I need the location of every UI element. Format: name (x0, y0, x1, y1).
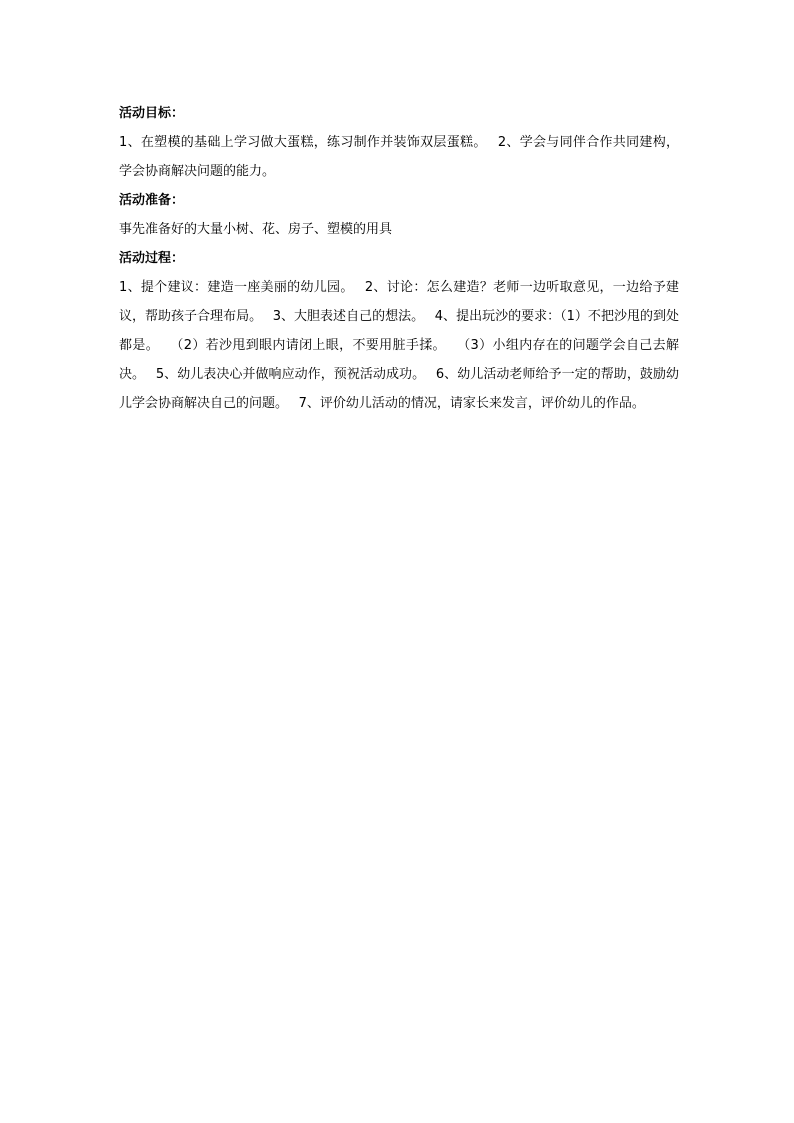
section-body-goals: 1、在塑模的基础上学习做大蛋糕，练习制作并装饰双层蛋糕。 2、学会与同伴合作共同建构，学会协商解决问题的能力。 (119, 135, 679, 179)
section-body-preparation: 事先准备好的大量小树、花、房子、塑模的用具 (119, 222, 393, 237)
section-heading-preparation: 活动准备： (119, 193, 185, 208)
section-body-process: 1、提个建议：建造一座美丽的幼儿园。 2、讨论：怎么建造？老师一边听取意见，一边给予建议，帮助孩子合理布局。 3、大胆表述自己的想法。 4、提出玩沙的要求：（1）不把沙甩的到处都是。 （2）若沙甩到眼内请闭上眼，不要用脏手揉。 （3）小组内存在的问题学会自己去解决。 5、幼儿表决心并做响应动作，预祝活动成功。 6、幼儿活动老师给予一定的帮助，鼓励幼儿学会协商解决自己的问题。 7、评价幼儿活动的情况，请家长来发言，评价幼儿的作品。 (119, 280, 679, 411)
section-heading-process: 活动过程： (119, 251, 185, 266)
section-heading-goals: 活动目标： (119, 106, 185, 121)
document-content (119, 99, 679, 418)
